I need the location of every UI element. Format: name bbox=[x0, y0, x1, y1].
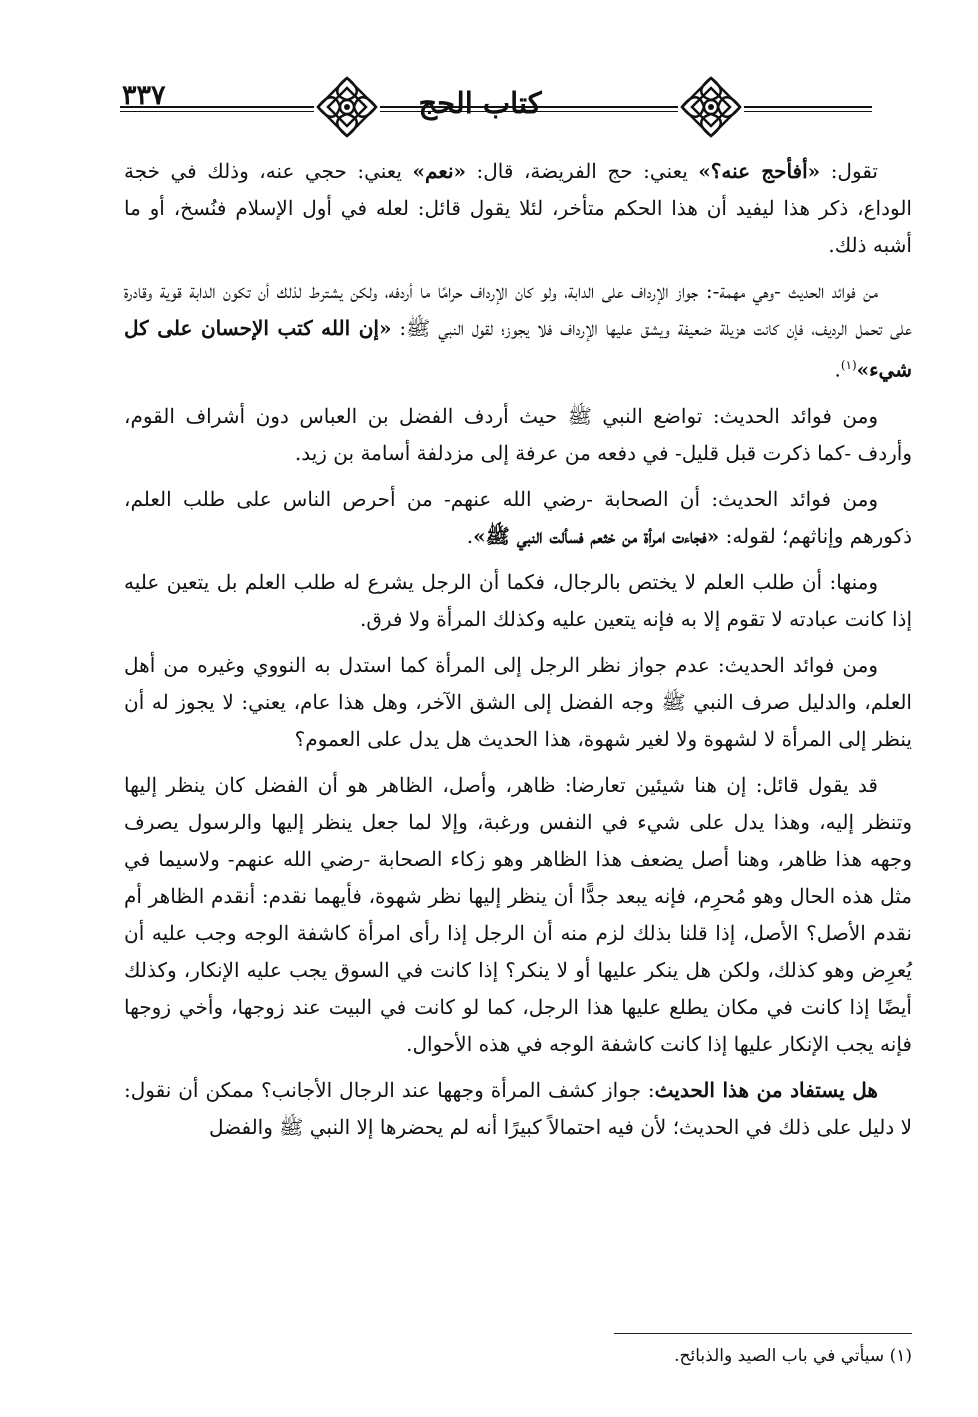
paragraph bbox=[124, 1072, 912, 1146]
bold-quote: «فجاءت امرأة من خثعم فسألت النبي ﷺ» bbox=[473, 523, 720, 548]
text-run: ومن فوائد الحديث: تواضع النبي ﷺ حيث أردف الفضل بن العباس دون أشراف القوم، وأردف -كما ذكرت قبل قليل- في دفعه من عرفة إلى مزدلفة أسامة بن زيد. bbox=[124, 403, 912, 465]
paragraph bbox=[124, 273, 912, 389]
text-run: ومنها: أن طلب العلم لا يختص بالرجال، فكما أن الرجل يشرع له طلب العلم بل يتعين عليه إذا كانت عبادته لا تقوم إلا به فإنه يتعين عليه وكذلك المرأة ولا فرق. bbox=[124, 569, 912, 631]
text-run: من فوائد الحديث -وهي مهمة-: جواز الإرداف على الدابة، ولو كان الإرداف حرامًا ما أردفه، ولكن يشترط لذلك أن تكون الدابة قوية وقادرة على تحمل الرديف، فإن كانت هزيلة ضعيفة ويشق عليها الإرداف فلا يجوز؛ لقول النبي ﷺ: bbox=[124, 279, 912, 340]
running-header bbox=[120, 72, 872, 150]
paragraph bbox=[124, 564, 912, 638]
page-number: ٣٣٧ bbox=[122, 80, 166, 111]
text-run: : جواز كشف المرأة وجهها عند الرجال الأجانب؟ ممكن أن نقول: لا دليل على ذلك في الحديث؛ لأن فيه احتمالاً كبيرًا أنه لم يحضرها إلا النبي ﷺ والفضل bbox=[124, 1077, 912, 1139]
ornament-right-icon bbox=[678, 74, 744, 140]
bold-quote: «نعم» bbox=[412, 159, 467, 183]
paragraph bbox=[124, 647, 912, 758]
text-run: ومن فوائد الحديث: أن الصحابة -رضي الله عنهم- من أحرص الناس على طلب العلم، ذكورهم وإناثهم؛ لقوله: bbox=[124, 486, 912, 548]
text-run: تقول: bbox=[820, 159, 878, 183]
text-run: يعني: حج الفريضة، قال: bbox=[466, 159, 699, 183]
paragraph bbox=[124, 153, 912, 264]
bold-quote: «أفأحج عنه؟» bbox=[698, 159, 821, 183]
main-text bbox=[124, 153, 912, 1155]
text-run: . bbox=[466, 523, 474, 548]
paragraph bbox=[124, 767, 912, 1063]
footnote-separator bbox=[614, 1333, 912, 1334]
paragraph bbox=[124, 481, 912, 555]
text-run: . bbox=[834, 357, 841, 382]
bold-quote: «إن الله كتب الإحسان على كل شيء» bbox=[124, 316, 912, 382]
paragraph bbox=[124, 398, 912, 472]
header-title: كتاب الحج bbox=[418, 86, 542, 120]
text-run: ومن فوائد الحديث: عدم جواز نظر الرجل إلى المرأة كما استدل به النووي وغيره من أهل العلم، والدليل صرف النبي ﷺ وجه الفضل إلى الشق الآخر، وهل هذا عام، يعني: لا يجوز له أن ينظر إلى المرأة لا لشهوة ولا لغير شهوة، هذا الحديث هل يدل على العموم؟ bbox=[124, 652, 912, 751]
footnote: (١) سيأتي في باب الصيد والذبائح. bbox=[674, 1346, 912, 1366]
bold-heading-run: هل يستفاد من هذا الحديث bbox=[654, 1077, 878, 1102]
text-run: قد يقول قائل: إن هنا شيئين تعارضا: ظاهر، وأصل، الظاهر هو أن الفضل كان ينظر إليها وتنظر إليه، وهذا يدل على شيء في النفس ورغبة، وإلا لما جعل ينظر إليها والرسول يصرف وجهه هذا ظاهر، وهنا أصل يضعف هذا الظاهر وهو زكاء الصحابة -رضي الله عنهم- ولاسيما في مثل هذه الحال وهو مُحرِم، فإنه يبعد جدًّا أن ينظر إليها نظر شهوة، فأيهما نقدم: أنقدم الظاهر أم نقدم الأصل؟ الأصل، إذا قلنا بذلك لزم منه أن الرجل إذا رأى امرأة كاشفة الوجه وجب عليه أن يُعرِض وهو كذلك، ولكن هل ينكر عليها أو لا ينكر؟ إذا كانت في السوق يجب عليه الإنكار، وكذلك أيضًا إذا كانت في مكان يطلع عليها هذا الرجل، كما لو كانت في البيت عند زوجها، وأخي زوجها فإنه يجب الإنكار عليها إذا كانت كاشفة الوجه في هذه الأحوال. bbox=[124, 772, 912, 1056]
footnote-marker: (١) bbox=[840, 358, 857, 372]
ornament-left-icon bbox=[314, 74, 380, 140]
text-run: يعني: حجي عنه، وذلك في خجة الوداع، ذكر هذا ليفيد أن هذا الحكم متأخر، لئلا يقول قائل: لعله في أول الإسلام فنُسخ، أو ما أشبه ذلك. bbox=[124, 159, 912, 257]
